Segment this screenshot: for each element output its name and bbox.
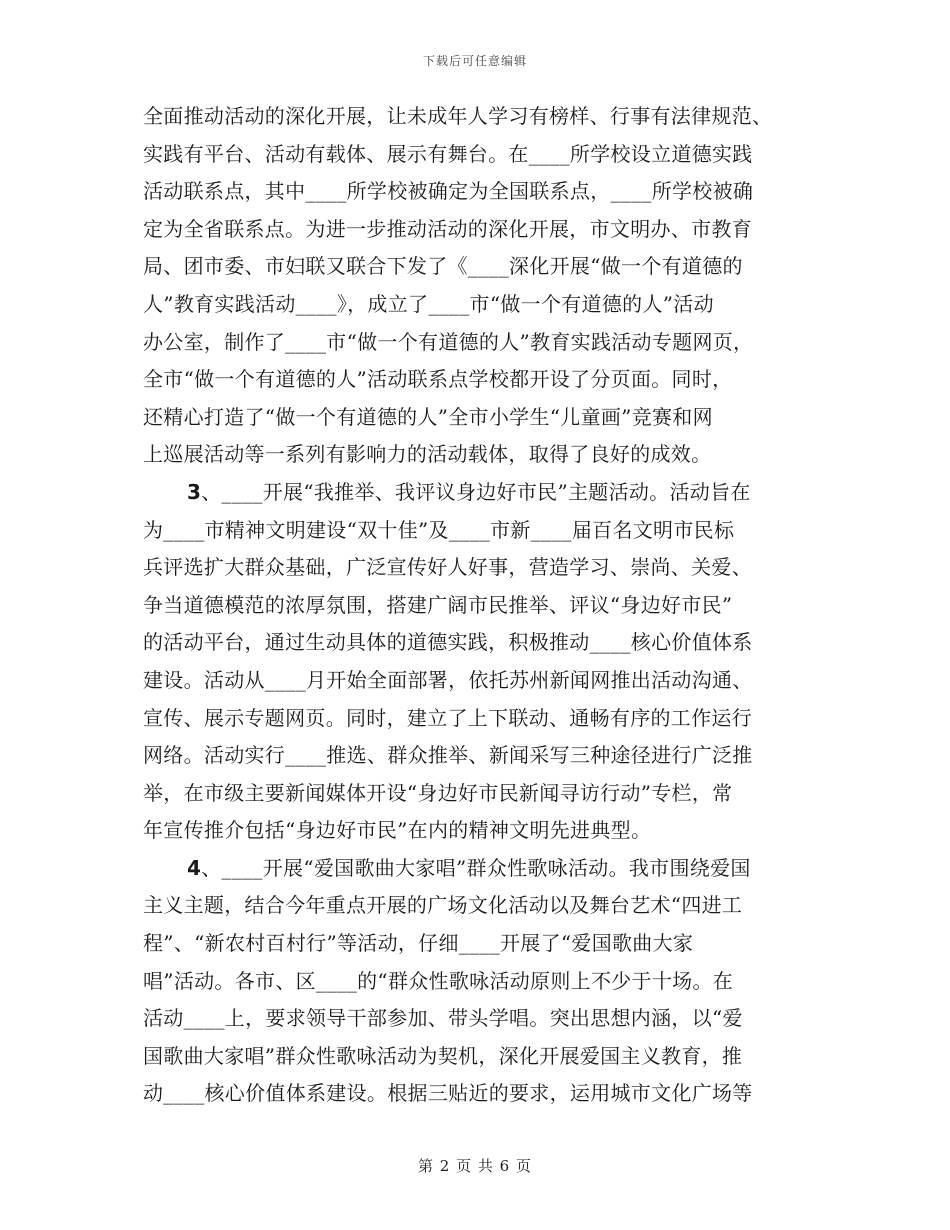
document-body xyxy=(143,98,807,1113)
item-4-line: 活动____上，要求领导干部参加、带头学唱。突出思想内涵，以“爱 xyxy=(143,1006,743,1031)
item-3-line: 网络。活动实行____推选、群众推举、新闻采写三种途径进行广泛推 xyxy=(143,743,753,768)
body-line: 全面推动活动的深化开展，让未成年人学习有榜样、行事有法律规范、 xyxy=(143,104,773,128)
item-4-line: 程”、“新农村百村行”等活动，仔细____开展了“爱国歌曲大家 xyxy=(143,931,694,956)
item-3-first-line: 、____开展“我推举、我评议身边好市民”主题活动。活动旨在 xyxy=(201,479,751,504)
item-4-first-line: 、____开展“爱国歌曲大家唱”群众性歌咏活动。我市围绕爱国 xyxy=(201,855,751,880)
item-3-line: 兵评选扩大群众基础，广泛宣传好人好事，营造学习、崇尚、关爱、 xyxy=(143,555,752,580)
item-3-line: 的活动平台，通过生动具体的道德实践，积极推动____核心价值体系 xyxy=(143,630,753,655)
body-line: 实践有平台、活动有载体、展示有舞台。在____所学校设立道德实践 xyxy=(143,141,753,166)
body-line: 定为全省联系点。为进一步推动活动的深化开展，市文明办、市教育 xyxy=(143,216,752,241)
item-3-line: 建设。活动从____月开始全面部署，依托苏州新闻网推出活动沟通、 xyxy=(143,667,753,692)
item-4-heading-line xyxy=(143,850,807,888)
item-4-line: 唱”活动。各市、区____的“群众性歌咏活动原则上不少于十场。在 xyxy=(143,968,734,993)
item-3-line: 举，在市级主要新闻媒体开设“身边好市民新闻寻访行动”专栏，常 xyxy=(143,780,733,805)
item-3-line: 为____市精神文明建设“双十佳”及____市新____届百名文明市民标 xyxy=(143,517,735,542)
item-3-heading-line xyxy=(143,474,807,512)
page-header: 下载后可任意编辑 xyxy=(422,54,527,68)
item-3-line: 年宣传推介包括“身边好市民”在内的精神文明先进典型。 xyxy=(143,818,652,843)
body-line: 办公室，制作了____市“做一个有道德的人”教育实践活动专题网页， xyxy=(143,329,754,354)
body-line: 活动联系点，其中____所学校被确定为全国联系点，____所学校被确 xyxy=(143,179,754,204)
item-4-line: 主义主题，结合今年重点开展的广场文化活动以及舞台艺术“四进工 xyxy=(143,893,743,918)
item-4-line: 国歌曲大家唱”群众性歌咏活动为契机，深化开展爱国主义教育，推 xyxy=(143,1043,743,1068)
page-footer: 第 2 页 共 6 页 xyxy=(418,1157,532,1175)
item-4-number: 4 xyxy=(187,855,202,880)
body-line: 人”教育实践活动____》，成立了____市“做一个有道德的人”活动 xyxy=(143,291,714,316)
body-line: 局、团市委、市妇联又联合下发了《____深化开展“做一个有道德的 xyxy=(143,254,743,279)
item-4-line: 动____核心价值体系建设。根据三贴近的要求，运用城市文化广场等 xyxy=(143,1081,753,1106)
body-line: 全市“做一个有道德的人”活动联系点学校都开设了分页面。同时， xyxy=(143,367,733,392)
item-3-line: 争当道德模范的浓厚氛围，搭建广阔市民推举、评议“身边好市民” xyxy=(143,592,733,617)
body-line: 上巡展活动等一系列有影响力的活动载体，取得了良好的成效。 xyxy=(143,442,712,467)
item-3-number: 3 xyxy=(187,479,202,504)
item-3-line: 宣传、展示专题网页。同时，建立了上下联动、通畅有序的工作运行 xyxy=(143,705,752,730)
body-line: 还精心打造了“做一个有道德的人”全市小学生“儿童画”竞赛和网 xyxy=(143,404,713,429)
